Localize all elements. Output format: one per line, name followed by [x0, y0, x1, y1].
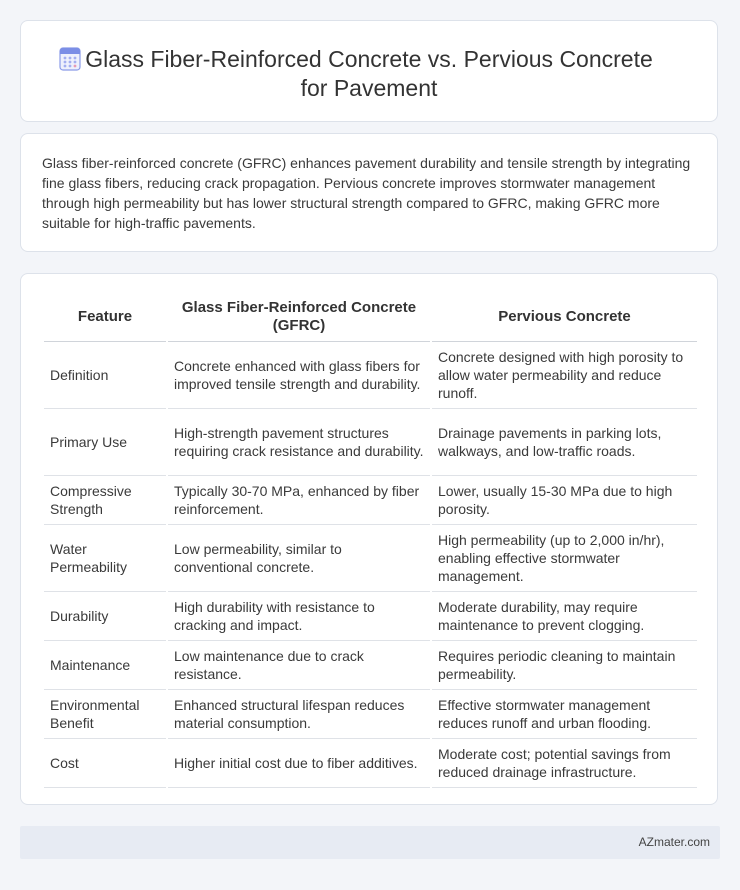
row-feature: Primary Use — [44, 409, 166, 476]
table-row — [44, 476, 697, 525]
comparison-table-card — [20, 273, 718, 805]
row-gfrc: Higher initial cost due to fiber additives. — [168, 739, 430, 788]
row-gfrc: Low maintenance due to crack resistance. — [168, 641, 430, 690]
row-pervious: Concrete designed with high porosity to allow water permeability and reduce runoff. — [432, 342, 697, 409]
summary-text: Glass fiber-reinforced concrete (GFRC) enhances pavement durability and tensile strength by integrating fine glass fibers, reducing crack propagation. Pervious concrete improves stormwater management through high permeability but has lower structural strength compared to GFRC, making GFRC more suitable for high-traffic pavements. — [42, 155, 691, 231]
row-pervious: Effective stormwater management reduces runoff and urban flooding. — [432, 690, 697, 739]
title-card — [20, 20, 718, 122]
row-feature: Durability — [44, 592, 166, 641]
row-gfrc: Typically 30-70 MPa, enhanced by fiber reinforcement. — [168, 476, 430, 525]
summary-card — [20, 133, 718, 252]
row-feature: Maintenance — [44, 641, 166, 690]
row-feature: Definition — [44, 342, 166, 409]
row-pervious: Drainage pavements in parking lots, walkways, and low-traffic roads. — [432, 409, 697, 476]
comparison-table — [42, 293, 699, 788]
row-feature: Environmental Benefit — [44, 690, 166, 739]
page-title — [21, 45, 717, 103]
row-pervious: Requires periodic cleaning to maintain permeability. — [432, 641, 697, 690]
footer-site-label: AZmater.com — [638, 835, 710, 849]
table-row — [44, 739, 697, 788]
row-pervious: Lower, usually 15-30 MPa due to high porosity. — [432, 476, 697, 525]
row-pervious: Moderate cost; potential savings from reduced drainage infrastructure. — [432, 739, 697, 788]
header-pervious: Pervious Concrete — [432, 293, 697, 342]
table-row — [44, 525, 697, 592]
header-gfrc: Glass Fiber-Reinforced Concrete (GFRC) — [168, 293, 430, 342]
row-gfrc: Concrete enhanced with glass fibers for improved tensile strength and durability. — [168, 342, 430, 409]
row-gfrc: Low permeability, similar to conventional concrete. — [168, 525, 430, 592]
row-pervious: Moderate durability, may require maintenance to prevent clogging. — [432, 592, 697, 641]
table-header-row — [44, 293, 697, 342]
row-gfrc: High-strength pavement structures requiring crack resistance and durability. — [168, 409, 430, 476]
row-feature: Water Permeability — [44, 525, 166, 592]
row-feature: Cost — [44, 739, 166, 788]
table-row — [44, 592, 697, 641]
row-feature: Compressive Strength — [44, 476, 166, 525]
footer-bar — [20, 826, 720, 859]
row-gfrc: Enhanced structural lifespan reduces material consumption. — [168, 690, 430, 739]
table-row — [44, 641, 697, 690]
row-gfrc: High durability with resistance to cracking and impact. — [168, 592, 430, 641]
header-feature: Feature — [44, 293, 166, 342]
table-row — [44, 409, 697, 476]
title-line-1: Glass Fiber-Reinforced Concrete vs. Pervious Concrete — [85, 46, 653, 72]
table-row — [44, 690, 697, 739]
row-pervious: High permeability (up to 2,000 in/hr), enabling effective stormwater management. — [432, 525, 697, 592]
title-line-2: for Pavement — [300, 75, 438, 101]
table-row — [44, 342, 697, 409]
